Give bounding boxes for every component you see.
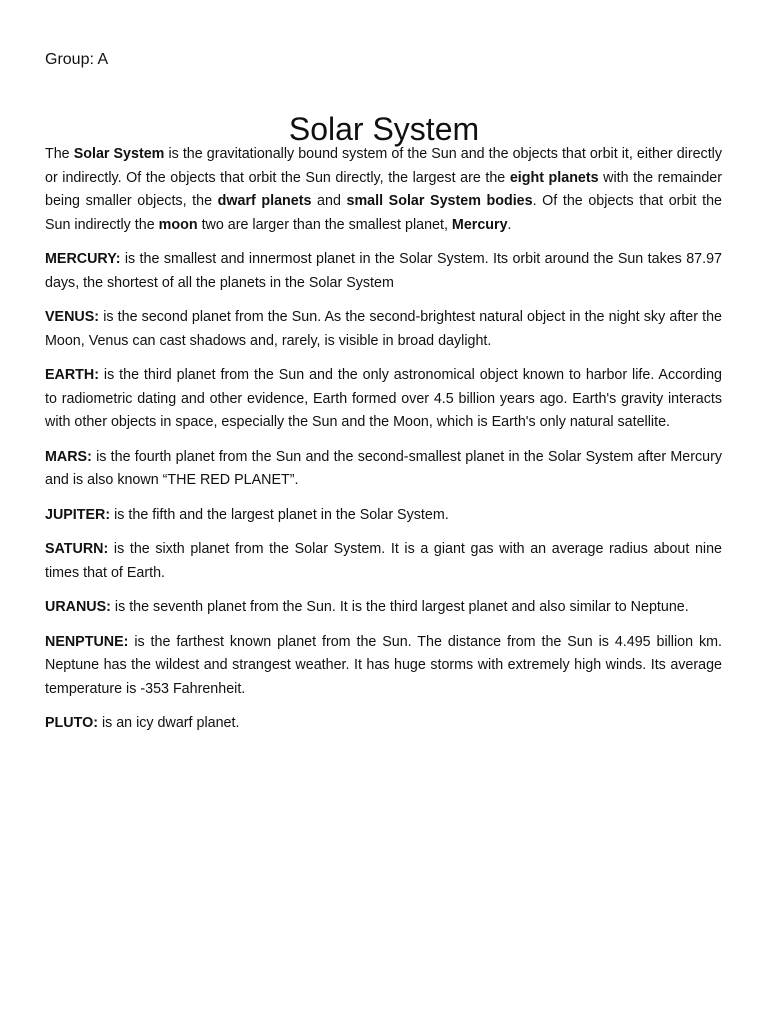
planet-paragraph-neptune — [45, 631, 722, 702]
intro-paragraph — [45, 143, 722, 237]
planet-paragraph-saturn — [45, 538, 722, 585]
planet-name: NENPTUNE: — [45, 633, 129, 650]
planet-name: EARTH: — [45, 367, 100, 383]
planet-name: MARS: — [45, 448, 92, 465]
planet-paragraph-pluto — [45, 712, 722, 736]
planet-paragraph-mars — [45, 446, 722, 493]
intro-bold-term: small Solar System bodies — [346, 193, 533, 209]
intro-text: is the gravitationally bound system of the Sun and the objects that orbit it, either directly or indirectly. Of the objects that orbit the Sun directly, the largest are the — [45, 146, 722, 186]
planet-description: is an icy dwarf planet. — [101, 715, 240, 731]
planet-name: VENUS: — [45, 309, 100, 325]
planet-description: is the farthest known planet from the Sun. The distance from the Sun is 4.495 billion km. Neptune has the wildest and strangest weather. It has huge storms with extremely high winds. Its average temperature is -353 Fahrenheit. — [45, 633, 722, 697]
planet-paragraph-venus — [45, 306, 722, 353]
group-label: Group: A — [45, 51, 109, 68]
intro-text: . Of the objects that orbit the Sun indirectly the — [45, 193, 722, 233]
intro-bold-term: moon — [158, 216, 198, 233]
planet-name: JUPITER: — [45, 506, 111, 523]
intro-bold-term: dwarf planets — [217, 193, 312, 209]
planet-name: MERCURY: — [45, 251, 121, 267]
intro-text: and — [317, 193, 341, 209]
planet-paragraph-mercury — [45, 248, 722, 295]
intro-text: . — [507, 216, 512, 233]
planet-paragraph-jupiter — [45, 504, 722, 528]
planet-paragraph-uranus — [45, 596, 722, 620]
planet-name: SATURN: — [45, 541, 109, 557]
intro-bold-term: eight planets — [509, 169, 599, 186]
planet-paragraph-earth — [45, 364, 722, 435]
intro-text: with the remainder being smaller objects, the — [45, 169, 722, 209]
planet-description: is the fifth and the largest planet in the Solar System. — [114, 506, 449, 523]
document-title: Solar System — [288, 111, 480, 148]
planet-description: is the second planet from the Sun. As the second-brightest natural object in the night sky after the Moon, Venus can cast shadows and, rarely, is visible in broad daylight. — [45, 309, 722, 349]
document-body — [45, 143, 722, 747]
planet-description: is the seventh planet from the Sun. It is the third largest planet and also similar to Neptune. — [114, 599, 689, 615]
intro-text: The — [45, 146, 70, 162]
planet-name: URANUS: — [45, 599, 111, 615]
planet-name: PLUTO: — [45, 715, 98, 731]
intro-text: two are larger than the smallest planet, — [201, 216, 448, 233]
planet-description: is the sixth planet from the Solar System. It is a giant gas with an average radius about nine times that of Earth. — [45, 541, 722, 581]
planet-description: is the smallest and innermost planet in the Solar System. Its orbit around the Sun takes 87.97 days, the shortest of all the planets in the Solar System — [45, 251, 722, 291]
planet-description: is the third planet from the Sun and the only astronomical object known to harbor life. According to radiometric dating and other evidence, Earth formed over 4.5 billion years ago. Earth's gravity interacts with other objects in space, especially the Sun and the Moon, which is Earth's only natural satellite. — [45, 367, 722, 430]
intro-bold-term: Solar System — [73, 146, 165, 162]
planet-description: is the fourth planet from the Sun and the second-smallest planet in the Solar System after Mercury and is also known “THE RED PLANET”. — [45, 448, 722, 488]
intro-bold-term: Mercury — [451, 216, 508, 233]
